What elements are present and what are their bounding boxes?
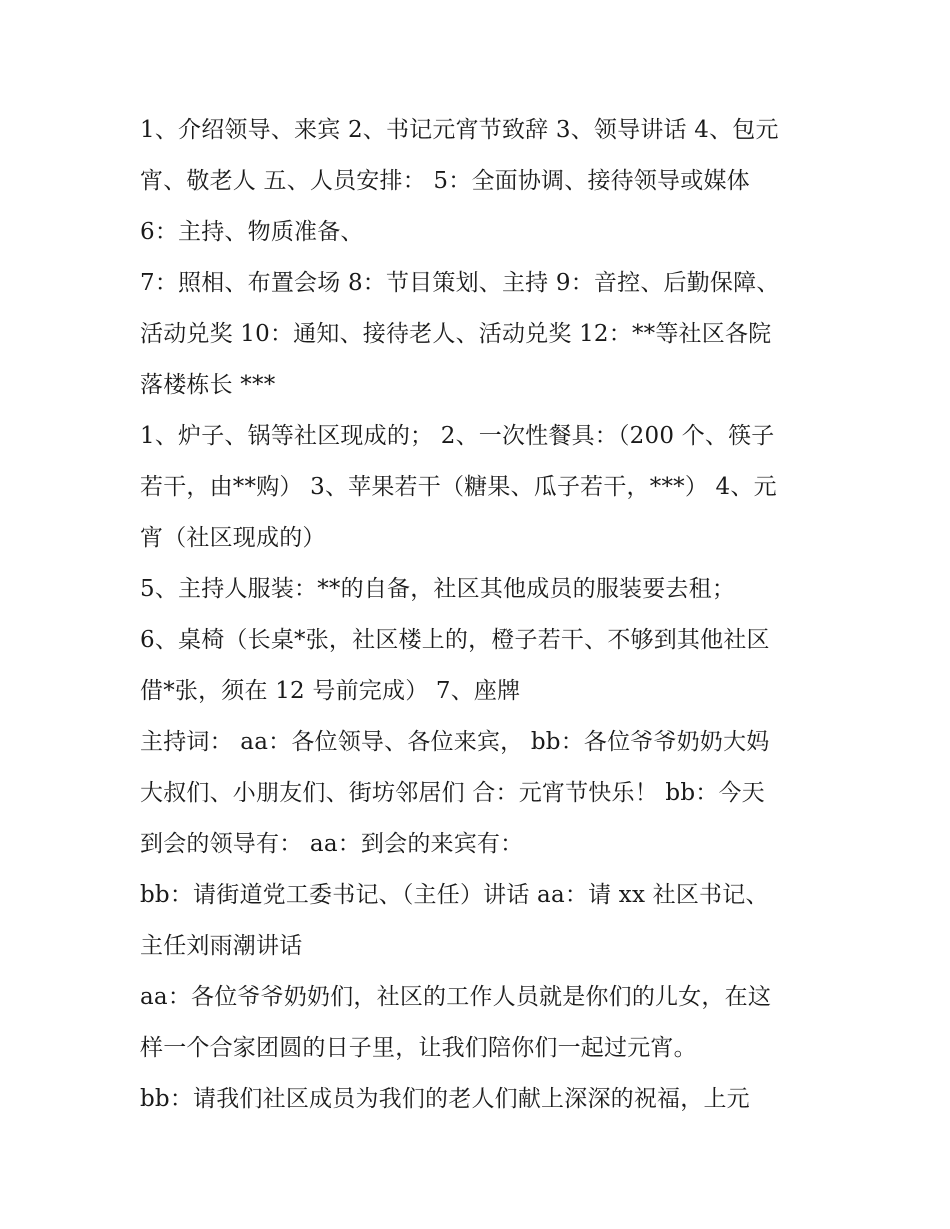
- text-line: 1、介绍领导、来宾 2、书记元宵节致辞 3、领导讲话 4、包元: [140, 117, 779, 143]
- text-line: 5、主持人服装：**的自备，社区其他成员的服装要去租；: [140, 576, 736, 602]
- text-line: 主持词： aa：各位领导、各位来宾， bb：各位爷爷奶奶大妈: [140, 729, 770, 755]
- text-line: 若干，由**购） 3、苹果若干（糖果、瓜子若干，***） 4、元: [140, 474, 777, 500]
- text-line: 主任刘雨潮讲话: [140, 933, 303, 959]
- text-line: 1、炉子、锅等社区现成的； 2、一次性餐具：（200 个、筷子: [140, 423, 775, 449]
- text-line: 7：照相、布置会场 8：节目策划、主持 9：音控、后勤保障、: [140, 270, 780, 296]
- text-line: 借*张，须在 12 号前完成） 7、座牌: [140, 678, 521, 704]
- text-line: 落楼栋长 ***: [140, 372, 276, 398]
- text-line: 宵（社区现成的）: [140, 525, 326, 551]
- text-line: 6：主持、物质准备、: [140, 219, 364, 245]
- text-line: bb：请街道党工委书记、（主任）讲话 aa：请 xx 社区书记、: [140, 882, 769, 908]
- document-body: [140, 105, 820, 1125]
- text-line: aa：各位爷爷奶奶们，社区的工作人员就是你们的儿女，在这: [140, 984, 772, 1010]
- text-line: 样一个合家团圆的日子里，让我们陪你们一起过元宵。: [140, 1035, 697, 1061]
- text-line: 到会的领导有： aa：到会的来宾有：: [140, 831, 524, 857]
- text-line: 6、桌椅（长桌*张，社区楼上的，橙子若干、不够到其他社区: [140, 627, 770, 653]
- text-line: 宵、敬老人 五、人员安排： 5：全面协调、接待领导或媒体: [140, 168, 750, 194]
- text-line: 活动兑奖 10：通知、接待老人、活动兑奖 12：**等社区各院: [140, 321, 772, 347]
- text-line: 大叔们、小朋友们、街坊邻居们 合：元宵节快乐！ bb：今天: [140, 780, 765, 806]
- text-line: bb：请我们社区成员为我们的老人们献上深深的祝福，上元: [140, 1086, 750, 1112]
